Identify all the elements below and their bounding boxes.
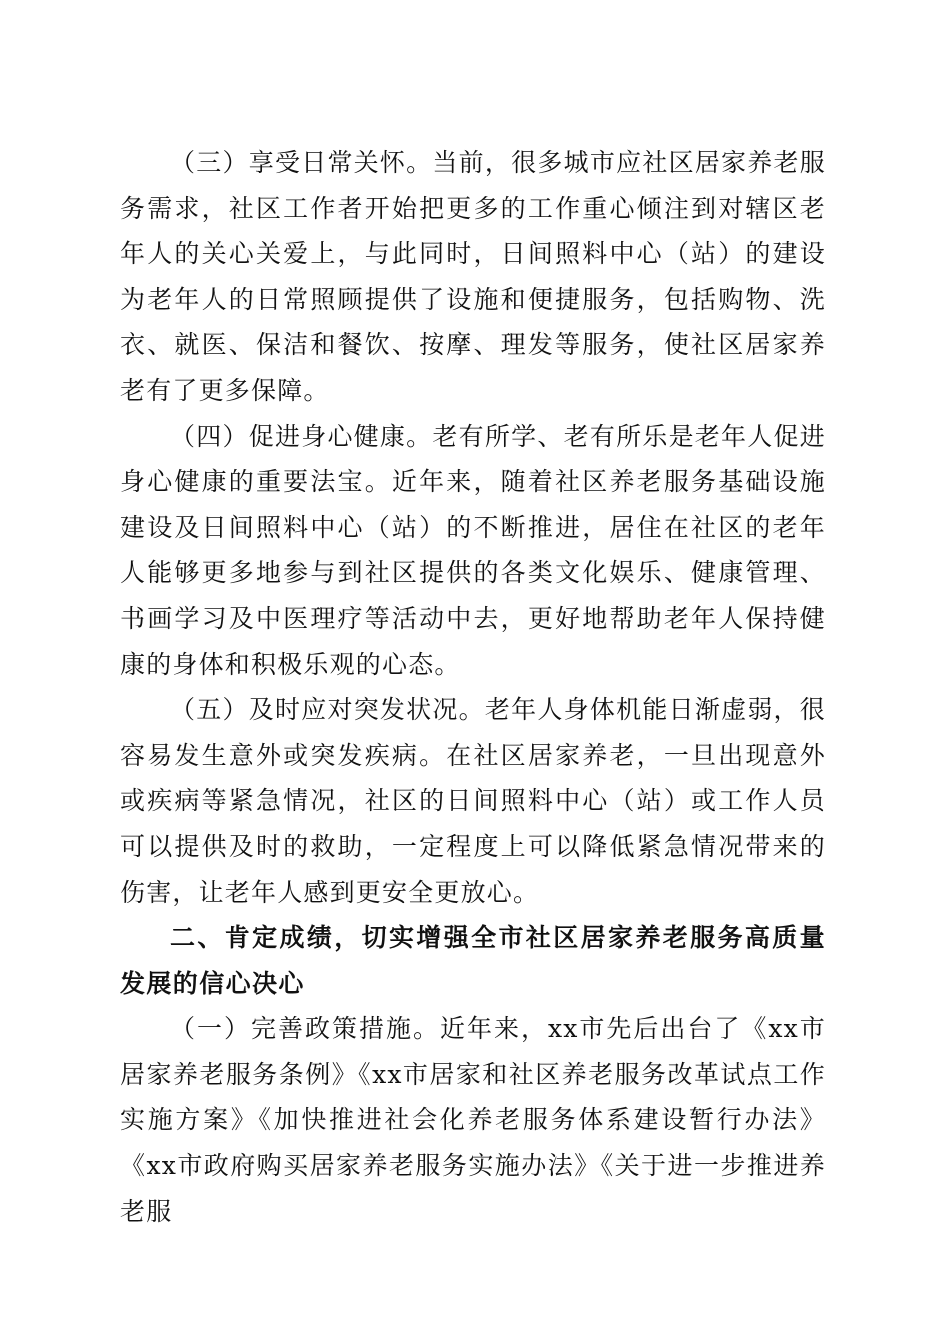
section-heading: 二、肯定成绩，切实增强全市社区居家养老服务高质量发展的信心决心 — [120, 923, 826, 998]
paragraph-san — [120, 140, 826, 414]
document-body — [120, 140, 826, 1234]
paragraph-text: 当前，很多城市应社区居家养老服务需求，社区工作者开始把更多的工作重心倾注到对辖区老年人的关心关爱上，与此同时，日间照料中心（站）的建设为老年人的日常照顾提供了设施和便捷服务，包括购物、洗衣、就医、保洁和餐饮、按摩、理发等服务，使社区居家养老有了更多保障。 — [120, 148, 826, 405]
paragraph-wu — [120, 687, 826, 915]
paragraph-lead: （三）享受日常关怀。 — [170, 148, 433, 177]
paragraph-si — [120, 414, 826, 688]
paragraph-lead: （一）完善政策措施。 — [170, 1014, 440, 1044]
paragraph-text: 老有所学、老有所乐是老年人促进身心健康的重要法宝。近年来，随着社区养老服务基础设施建设及日间照料中心（站）的不断推进，居住在社区的老年人能够更多地参与到社区提供的各类文化娱乐、健康管理、书画学习及中医理疗等活动中去，更好地帮助老年人保持健康的身体和积极乐观的心态。 — [120, 421, 826, 679]
paragraph-text: 近年来，xx市先后出台了《xx市居家养老服务条例》《xx市居家和社区养老服务改革试点工作实施方案》《加快推进社会化养老服务体系建设暂行办法》《xx市政府购买居家养老服务实施办法》《关于进一步推进养老服 — [120, 1014, 826, 1226]
paragraph-yi — [120, 1006, 826, 1234]
paragraph-text: 老年人身体机能日渐虚弱，很容易发生意外或突发疾病。在社区居家养老，一旦出现意外或疾病等紧急情况，社区的日间照料中心（站）或工作人员可以提供及时的救助，一定程度上可以降低紧急情况带来的伤害，让老年人感到更安全更放心。 — [120, 695, 826, 907]
paragraph-lead: （四）促进身心健康。 — [170, 421, 433, 451]
paragraph-lead: （五）及时应对突发状况。 — [170, 695, 485, 725]
